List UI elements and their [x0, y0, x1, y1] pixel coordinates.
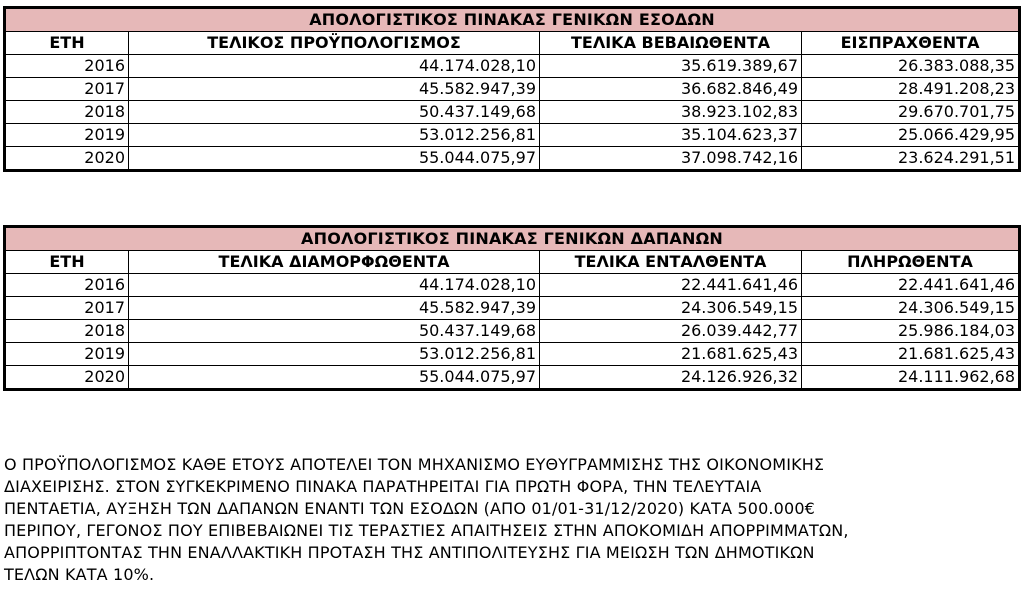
expense-amount-cell: 50.437.149,68: [129, 320, 540, 343]
expense-table: [3, 225, 1021, 391]
income-row: [5, 147, 1020, 171]
income-amount-cell: 28.491.208,23: [802, 78, 1020, 101]
expense-year-cell: 2020: [5, 366, 129, 390]
expense-year-cell: 2018: [5, 320, 129, 343]
expense-year-cell: 2019: [5, 343, 129, 366]
expense-row: [5, 274, 1020, 297]
expense-header-years: ΕΤΗ: [5, 251, 129, 274]
income-year-cell: 2020: [5, 147, 129, 171]
expense-amount-cell: 24.111.962,68: [802, 366, 1020, 390]
income-amount-cell: 26.383.088,35: [802, 55, 1020, 78]
expense-row: [5, 366, 1020, 390]
income-amount-cell: 36.682.846,49: [540, 78, 802, 101]
expense-amount-cell: 24.126.926,32: [540, 366, 802, 390]
income-rows: [5, 55, 1020, 171]
income-table-title: ΑΠΟΛΟΓΙΣΤΙΚΟΣ ΠΙΝΑΚΑΣ ΓΕΝΙΚΩΝ ΕΣΟΔΩΝ: [5, 8, 1020, 32]
comment-line: ΤΕΛΩΝ ΚΑΤΑ 10%.: [4, 565, 155, 584]
expense-amount-cell: 44.174.028,10: [129, 274, 540, 297]
expense-rows: [5, 274, 1020, 390]
income-row: [5, 78, 1020, 101]
comment-line: ΠΕΝΤΑΕΤΙΑ, ΑΥΞΗΣΗ ΤΩΝ ΔΑΠΑΝΩΝ ΕΝΑΝΤΙ ΤΩΝ ΕΣΟΔΩΝ (ΑΠΟ 01/01-31/12/2020) ΚΑΤΑ 500.000€: [4, 499, 815, 518]
income-amount-cell: 23.624.291,51: [802, 147, 1020, 171]
expense-amount-cell: 25.986.184,03: [802, 320, 1020, 343]
income-header-final-budget: ΤΕΛΙΚΟΣ ΠΡΟΫΠΟΛΟΓΙΣΜΟΣ: [129, 32, 540, 55]
expense-year-cell: 2017: [5, 297, 129, 320]
income-year-cell: 2017: [5, 78, 129, 101]
income-row: [5, 55, 1020, 78]
income-header-years: ΕΤΗ: [5, 32, 129, 55]
income-row: [5, 101, 1020, 124]
income-table: [3, 6, 1021, 172]
comment-line: ΑΠΟΡΡΙΠΤΟΝΤΑΣ ΤΗΝ ΕΝΑΛΛΑΚΤΙΚΗ ΠΡΟΤΑΣΗ ΤΗΣ ΑΝΤΙΠΟΛΙΤΕΥΣΗΣ ΓΙΑ ΜΕΙΩΣΗ ΤΩΝ ΔΗΜΟΤΙΚΩΝ: [4, 543, 815, 562]
expense-amount-cell: 21.681.625,43: [540, 343, 802, 366]
expense-table-title: ΑΠΟΛΟΓΙΣΤΙΚΟΣ ΠΙΝΑΚΑΣ ΓΕΝΙΚΩΝ ΔΑΠΑΝΩΝ: [5, 227, 1020, 251]
expense-year-cell: 2016: [5, 274, 129, 297]
expense-row: [5, 320, 1020, 343]
income-amount-cell: 50.437.149,68: [129, 101, 540, 124]
expense-amount-cell: 22.441.641,46: [540, 274, 802, 297]
income-amount-cell: 45.582.947,39: [129, 78, 540, 101]
expense-amount-cell: 55.044.075,97: [129, 366, 540, 390]
income-amount-cell: 55.044.075,97: [129, 147, 540, 171]
income-year-cell: 2016: [5, 55, 129, 78]
expense-amount-cell: 22.441.641,46: [802, 274, 1020, 297]
expense-row: [5, 343, 1020, 366]
income-amount-cell: 35.104.623,37: [540, 124, 802, 147]
expense-row: [5, 297, 1020, 320]
income-amount-cell: 44.174.028,10: [129, 55, 540, 78]
income-amount-cell: 35.619.389,67: [540, 55, 802, 78]
expense-amount-cell: 21.681.625,43: [802, 343, 1020, 366]
expense-amount-cell: 53.012.256,81: [129, 343, 540, 366]
comment-line: ΔΙΑΧΕΙΡΙΣΗΣ. ΣΤΟΝ ΣΥΓΚΕΚΡΙΜΕΝΟ ΠΙΝΑΚΑ ΠΑΡΑΤΗΡΕΙΤΑΙ ΓΙΑ ΠΡΩΤΗ ΦΟΡΑ, ΤΗΝ ΤΕΛΕΥΤΑΙΑ: [4, 477, 762, 496]
income-year-cell: 2019: [5, 124, 129, 147]
expense-amount-cell: 26.039.442,77: [540, 320, 802, 343]
income-header-certified: ΤΕΛΙΚΑ ΒΕΒΑΙΩΘΕΝΤΑ: [540, 32, 802, 55]
income-amount-cell: 53.012.256,81: [129, 124, 540, 147]
expense-amount-cell: 24.306.549,15: [540, 297, 802, 320]
expense-amount-cell: 24.306.549,15: [802, 297, 1020, 320]
expense-header-ordered: ΤΕΛΙΚΑ ΕΝΤΑΛΘΕΝΤΑ: [540, 251, 802, 274]
income-amount-cell: 29.670.701,75: [802, 101, 1020, 124]
expense-header-final-formed: ΤΕΛΙΚΑ ΔΙΑΜΟΡΦΩΘΕΝΤΑ: [129, 251, 540, 274]
expense-amount-cell: 45.582.947,39: [129, 297, 540, 320]
income-row: [5, 124, 1020, 147]
budget-comment: [4, 454, 1020, 586]
income-header-collected: ΕΙΣΠΡΑΧΘΕΝΤΑ: [802, 32, 1020, 55]
comment-line: Ο ΠΡΟΫΠΟΛΟΓΙΣΜΟΣ ΚΑΘΕ ΕΤΟΥΣ ΑΠΟΤΕΛΕΙ ΤΟΝ ΜΗΧΑΝΙΣΜΟ ΕΥΘΥΓΡΑΜΜΙΣΗΣ ΤΗΣ ΟΙΚΟΝΟΜΙΚΗΣ: [4, 455, 825, 474]
income-amount-cell: 25.066.429,95: [802, 124, 1020, 147]
income-amount-cell: 38.923.102,83: [540, 101, 802, 124]
expense-header-paid: ΠΛΗΡΩΘΕΝΤΑ: [802, 251, 1020, 274]
comment-line: ΠΕΡΙΠΟΥ, ΓΕΓΟΝΟΣ ΠΟΥ ΕΠΙΒΕΒΑΙΩΝΕΙ ΤΙΣ ΤΕΡΑΣΤΙΕΣ ΑΠΑΙΤΗΣΕΙΣ ΣΤΗΝ ΑΠΟΚΟΜΙΔΗ ΑΠΟΡΡΙΜΜΑΤΩΝ,: [4, 521, 849, 540]
income-amount-cell: 37.098.742,16: [540, 147, 802, 171]
income-year-cell: 2018: [5, 101, 129, 124]
